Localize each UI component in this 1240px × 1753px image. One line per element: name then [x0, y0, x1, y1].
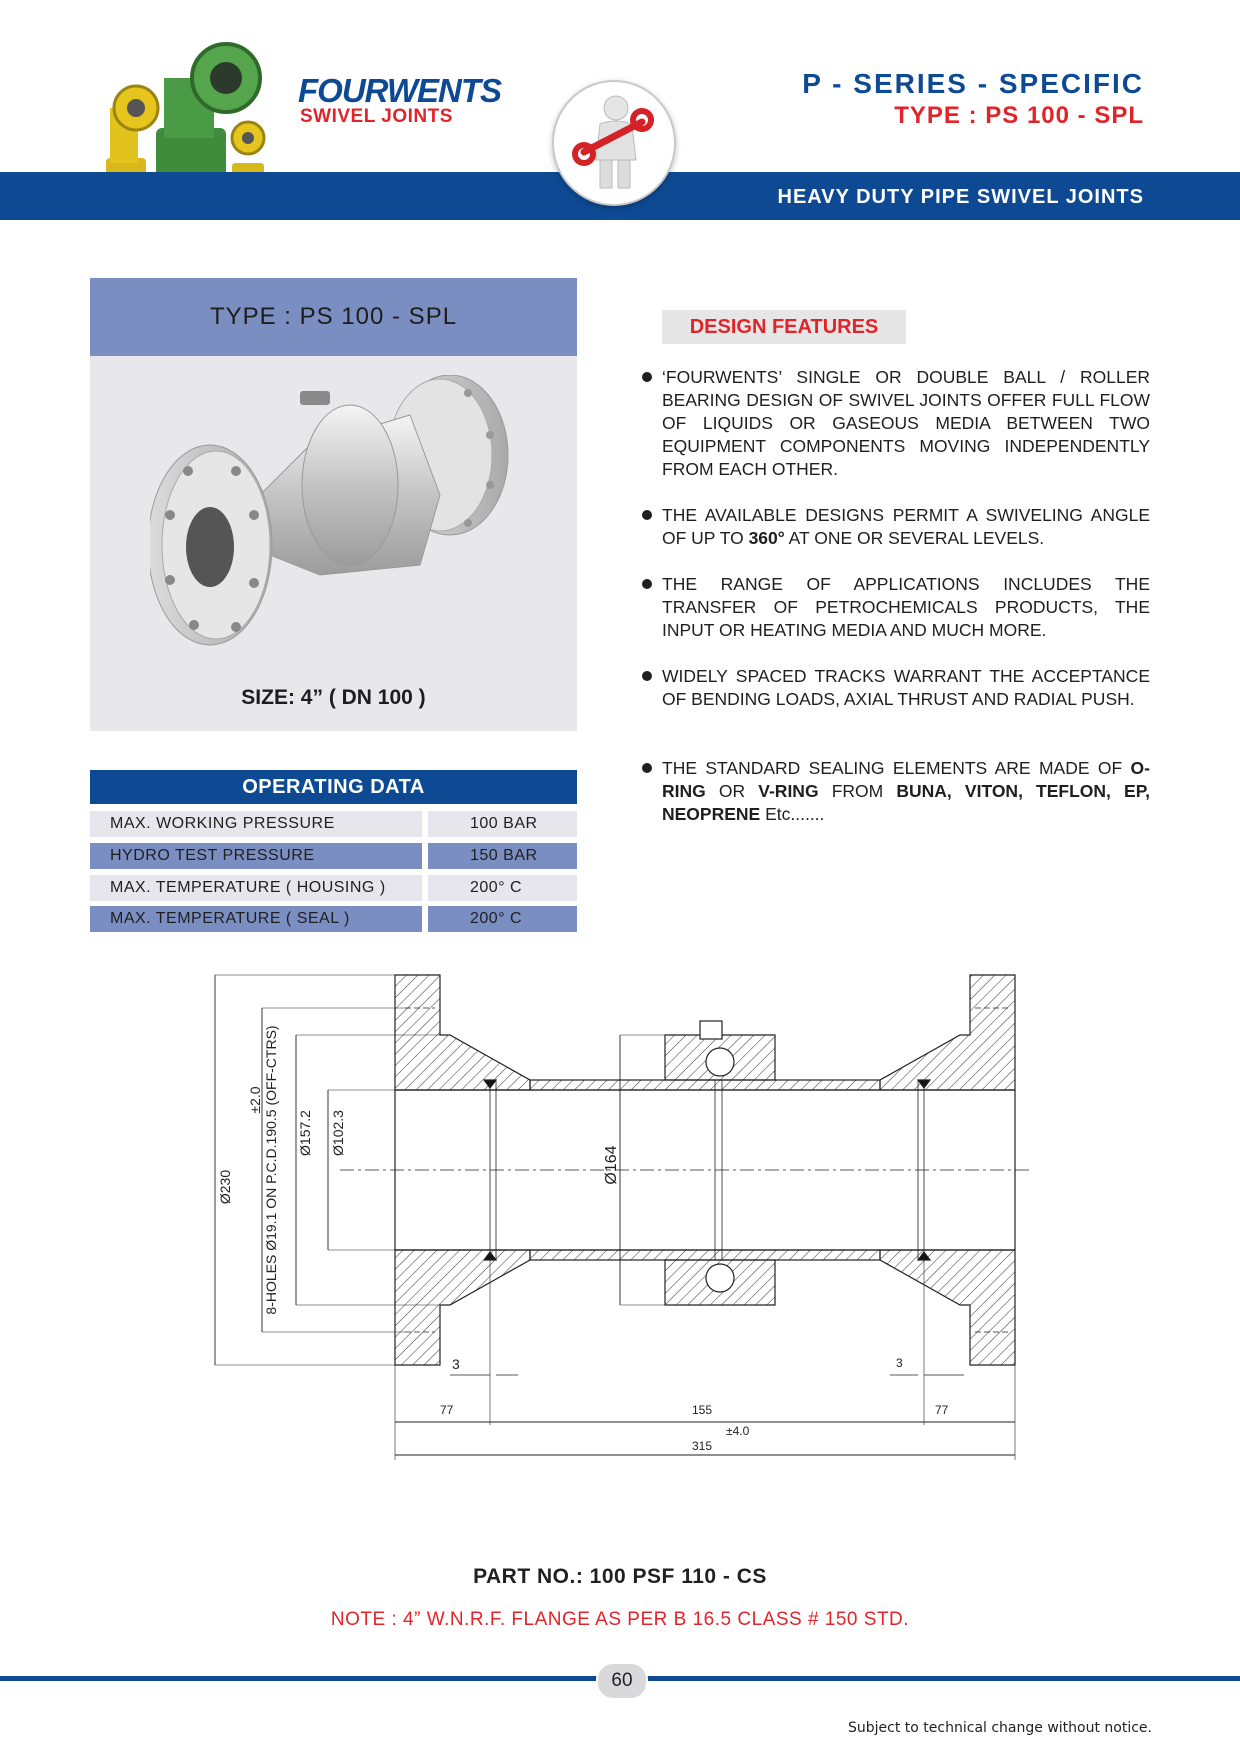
bullet-icon: [642, 510, 652, 520]
page-number: 60: [596, 1662, 648, 1700]
dim-diameter-230: Ø230: [217, 1169, 233, 1205]
feature-item: [662, 573, 1150, 642]
feature-bold: 360°: [748, 528, 785, 548]
bullet-icon: [642, 579, 652, 589]
feature-item: [662, 665, 1150, 711]
product-panel-header: [90, 278, 577, 356]
series-type: TYPE : PS 100 - SPL: [894, 102, 1144, 129]
brand-subtitle: SWIVEL JOINTS: [300, 106, 453, 127]
dim-length-77-right: 77: [935, 1403, 949, 1417]
dim-holes: 8-HOLES Ø19.1 ON P.C.D.190.5 (OFF-CTRS): [263, 1025, 279, 1315]
operating-data-value: 150 BAR: [428, 843, 577, 869]
operating-data-header: OPERATING DATA: [90, 770, 577, 804]
product-size-label: SIZE: 4” ( DN 100 ): [241, 686, 426, 709]
disclaimer: Subject to technical change without notice.: [848, 1720, 1152, 1736]
bullet-icon: [642, 372, 652, 382]
feature-item: [662, 366, 1150, 481]
operating-data-row: [90, 906, 577, 932]
header-band-text: HEAVY DUTY PIPE SWIVEL JOINTS: [777, 186, 1144, 208]
dim-length-77-left: 77: [440, 1403, 454, 1417]
brand-name: FOURWENTS: [298, 72, 502, 109]
feature-item: [662, 504, 1150, 550]
operating-data-value: 100 BAR: [428, 811, 577, 837]
design-features-header: DESIGN FEATURES: [662, 310, 906, 344]
bullet-icon: [642, 763, 652, 773]
dim-diameter-102: Ø102.3: [330, 1110, 346, 1156]
operating-data-value: 200° C: [428, 906, 577, 932]
feature-item: [662, 757, 1150, 826]
mascot-wrench-icon: [552, 80, 676, 206]
feature-text: THE RANGE OF APPLICATIONS INCLUDES THE TRANSFER OF PETROCHEMICALS PRODUCTS, THE INPUT OR HEATING MEDIA AND MUCH MORE.: [662, 574, 1150, 640]
feature-text: ‘FOURWENTS’ SINGLE OR DOUBLE BALL / ROLLER BEARING DESIGN OF SWIVEL JOINTS OFFER FULL FLOW OF LIQUIDS OR GASEOUS MEDIA BETWEEN TWO EQUIPMENT COMPONENTS MOVING INDEPENDENTLY FROM EACH OTHER.: [662, 367, 1150, 479]
feature-bold: V-RING: [758, 781, 819, 801]
feature-text: FROM: [818, 781, 897, 801]
dim-holes-tolerance: ±2.0: [247, 1086, 263, 1114]
operating-data-label: HYDRO TEST PRESSURE: [90, 843, 422, 869]
dim-diameter-164: Ø164: [603, 1145, 620, 1185]
dim-diameter-157: Ø157.2: [297, 1110, 313, 1156]
operating-data-label: MAX. TEMPERATURE ( SEAL ): [90, 906, 422, 932]
bullet-icon: [642, 671, 652, 681]
operating-data-row: [90, 875, 577, 901]
feature-bold: BUNA, VITON, TEFLON, EP, NEOPRENE: [662, 781, 1150, 824]
part-number: PART NO.: 100 PSF 110 - CS: [473, 1565, 767, 1588]
product-title: TYPE : PS 100 - SPL: [209, 303, 458, 330]
series-title: P - SERIES - SPECIFIC: [802, 68, 1144, 99]
dim-length-tolerance: ±4.0: [726, 1424, 750, 1438]
feature-bold: O-RING: [662, 758, 1150, 801]
feature-text: AT ONE OR SEVERAL LEVELS.: [784, 528, 1045, 548]
feature-text: OR: [705, 781, 759, 801]
feature-text: THE AVAILABLE DESIGNS PERMIT A SWIVELING ANGLE OF UP TO: [662, 505, 1150, 548]
feature-text: THE STANDARD SEALING ELEMENTS ARE MADE OF: [662, 758, 1131, 778]
operating-data-row: [90, 843, 577, 869]
operating-data-label: MAX. TEMPERATURE ( HOUSING ): [90, 875, 422, 901]
flange-note: NOTE : 4” W.N.R.F. FLANGE AS PER B 16.5 CLASS # 150 STD.: [330, 1609, 910, 1630]
operating-data-label: MAX. WORKING PRESSURE: [90, 811, 422, 837]
operating-data-value: 200° C: [428, 875, 577, 901]
feature-text: WIDELY SPACED TRACKS WARRANT THE ACCEPTANCE OF BENDING LOADS, AXIAL THRUST AND RADIAL PUSH.: [662, 666, 1150, 709]
dim-length-155: 155: [692, 1403, 713, 1417]
technical-drawing: [200, 955, 1040, 1525]
feature-text: Etc.......: [760, 804, 825, 824]
swivel-joint-product-image: [150, 375, 520, 675]
dim-gap-right: 3: [896, 1356, 903, 1370]
dim-length-315: 315: [692, 1439, 713, 1453]
dim-gap-left: 3: [452, 1356, 460, 1372]
operating-data-row: [90, 811, 577, 837]
